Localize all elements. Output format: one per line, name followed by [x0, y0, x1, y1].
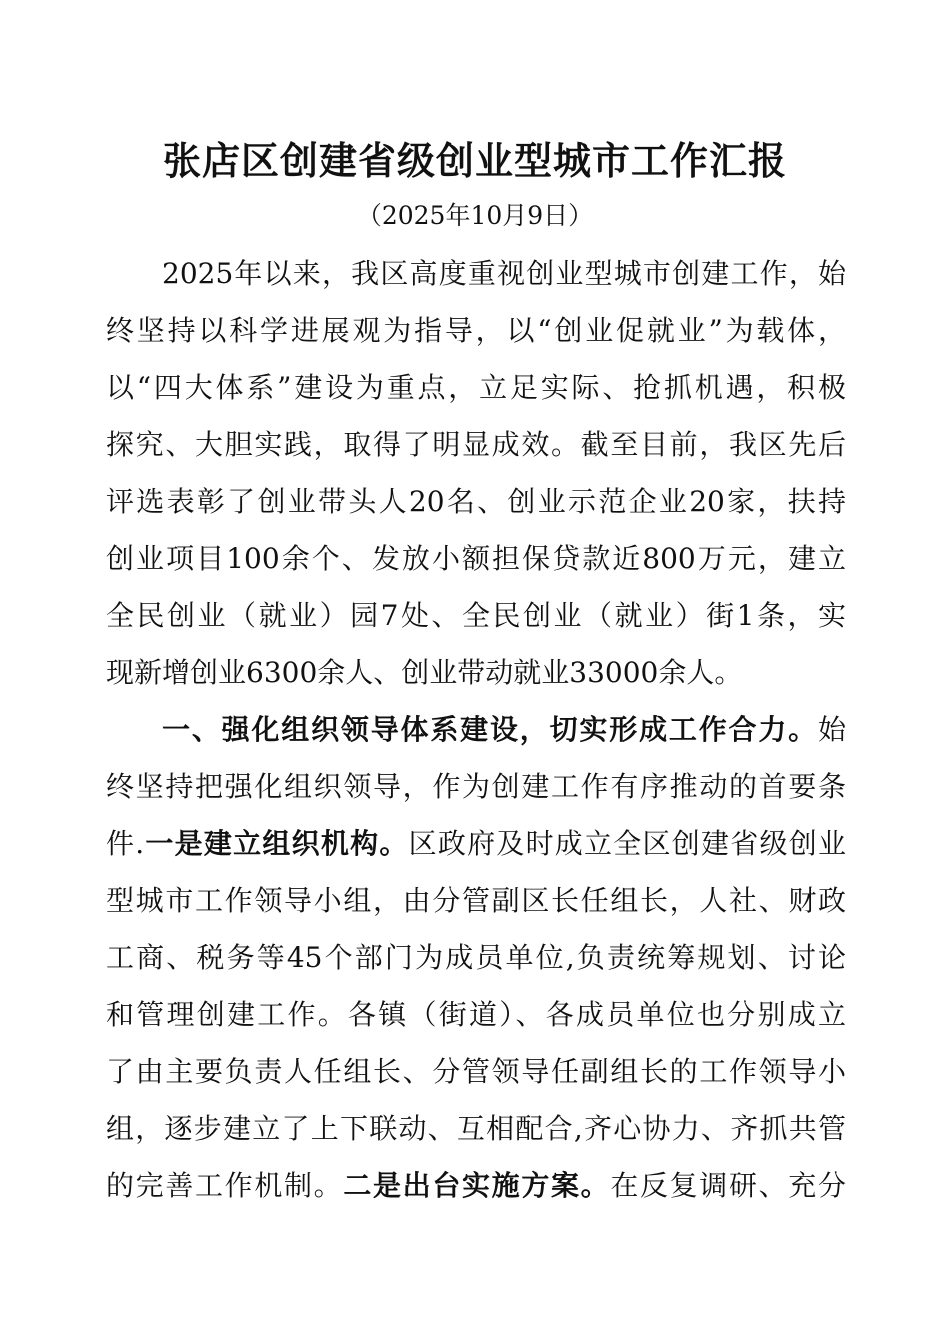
paragraph-2-line-1-tail: 始 [817, 713, 846, 746]
paragraph-2-line-9-tail: 在反复调研、充分 [610, 1169, 846, 1202]
section-heading-1: 一、强化组织领导体系建设，切实形成工作合力。 [162, 713, 818, 746]
paragraph-1-line-1: 2025年以来，我区高度重视创业型城市创建工作，始 [162, 257, 846, 290]
paragraph-2-line-4: 型城市工作领导小组，由分管副区长任组长，人社、财政 [106, 884, 846, 917]
paragraph-1-line-4: 探究、大胆实践，取得了明显成效。截至目前，我区先后 [106, 428, 846, 461]
paragraph-2-line-5: 工商、税务等45个部门为成员单位,负责统筹规划、讨论 [106, 941, 846, 974]
paragraph-1-line-6: 创业项目100余个、发放小额担保贷款近800万元，建立 [106, 542, 846, 575]
document-title: 张店区创建省级创业型城市工作汇报 [162, 139, 787, 183]
paragraph-2-line-1 [162, 710, 846, 750]
paragraph-2-line-9 [106, 1166, 846, 1206]
paragraph-2-line-3-head: 件. [106, 827, 145, 860]
paragraph-2-line-6: 和管理创建工作。各镇（街道）、各成员单位也分别成立 [106, 998, 846, 1031]
paragraph-1-line-7: 全民创业（就业）园7处、全民创业（就业）街1条，实 [106, 599, 846, 632]
paragraph-2-line-8: 组，逐步建立了上下联动、互相配合,齐心协力、齐抓共管 [106, 1112, 846, 1145]
paragraph-2-line-3-tail: 区政府及时成立全区创建省级创业 [408, 827, 846, 860]
paragraph-2-line-9-head: 的完善工作机制。 [106, 1169, 344, 1202]
paragraph-1-line-5: 评选表彰了创业带头人20名、创业示范企业20家，扶持 [106, 485, 846, 518]
paragraph-2-line-3 [106, 824, 846, 864]
paragraph-2-line-2: 终坚持把强化组织领导，作为创建工作有序推动的首要条 [106, 770, 846, 803]
subheading-establish-organization: 一是建立组织机构。 [144, 827, 409, 860]
document-date: （2025年10月9日） [356, 201, 594, 230]
paragraph-2-line-7: 了由主要负责人任组长、分管领导任副组长的工作领导小 [106, 1055, 846, 1088]
paragraph-1-line-8: 现新增创业6300余人、创业带动就业33000余人。 [106, 656, 743, 689]
paragraph-1-line-3: 以“四大体系”建设为重点，立足实际、抢抓机遇，积极 [106, 371, 846, 404]
subheading-implementation-plan: 二是出台实施方案。 [343, 1169, 611, 1202]
paragraph-1-line-2: 终坚持以科学进展观为指导，以“创业促就业”为载体， [106, 314, 846, 347]
